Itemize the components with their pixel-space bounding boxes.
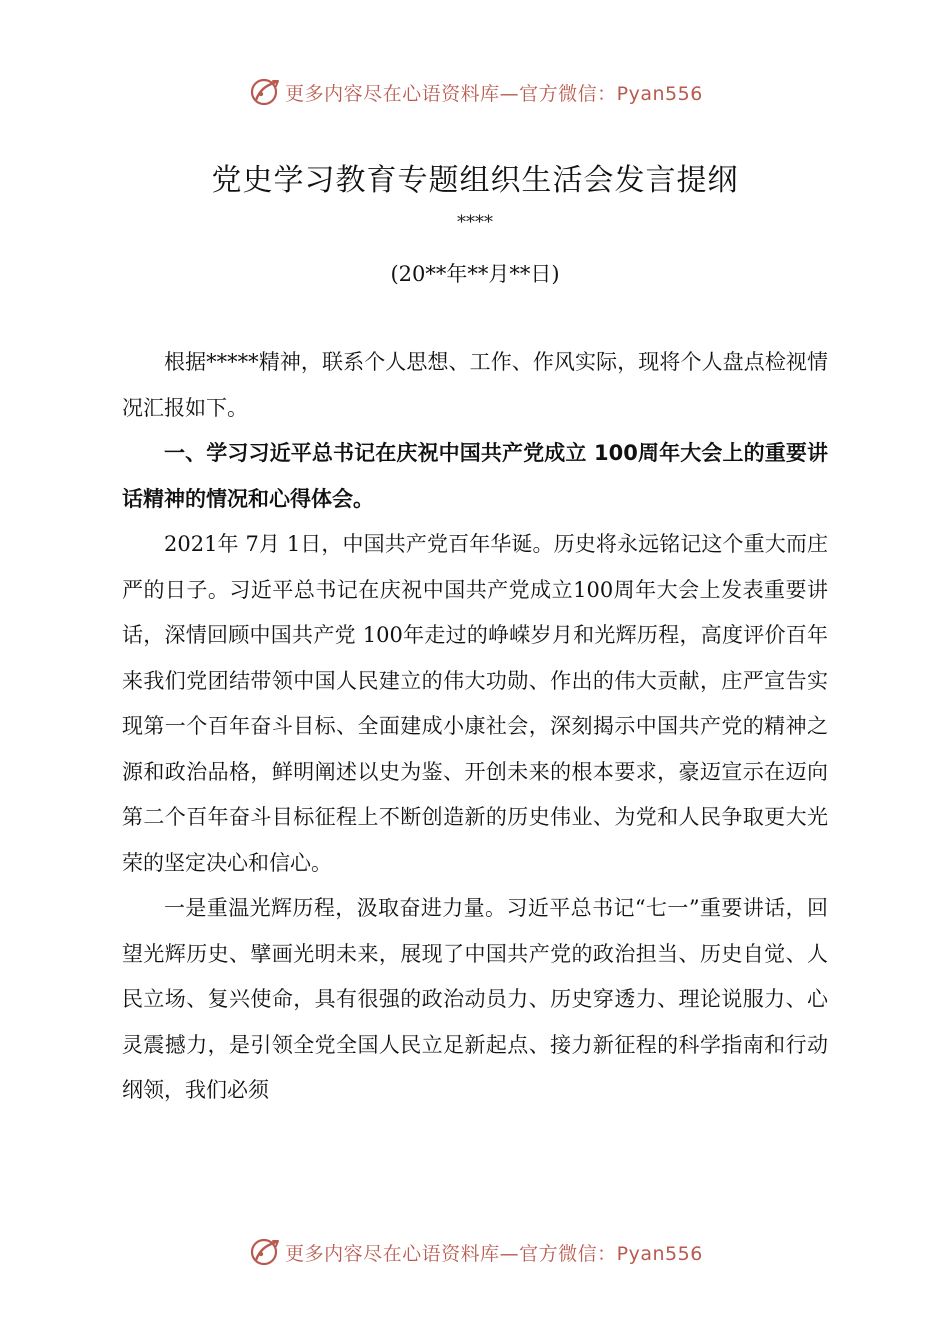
footer-watermark [0, 1232, 950, 1272]
footer-watermark-text: 更多内容尽在心语资料库—官方微信：Pyan556 [285, 1242, 703, 1265]
body-paragraph: 一是重温光辉历程，汲取奋进力量。习近平总书记“七一”重要讲话，回望光辉历史、擘画光明未来，展现了中国共产党的政治担当、历史自觉、人民立场、复兴使命，具有很强的政治动员力、历史穿透力、理论说服力、心灵震撼力，是引领全党全国人民立足新起点、接力新征程的科学指南和行动纲领，我们必须 [122, 896, 828, 1102]
body-paragraph: 2021年 7月 1日，中国共产党百年华诞。历史将永远铭记这个重大而庄严的日子。习近平总书记在庆祝中国共产党成立100周年大会上发表重要讲话，深情回顾中国共产党 100年走过的峥嵘岁月和光辉历程，高度评价百年来我们党团结带领中国人民建立的伟大功勋、作出的伟大贡献，庄严宣告实现第一个百年奋斗目标、全面建成小康社会，深刻揭示中国共产党的精神之源和政治品格，鲜明阐述以史为鉴、开创未来的根本要求，豪迈宣示在迈向第二个百年奋斗目标征程上不断创造新的历史伟业、为党和人民争取更大光荣的坚定决心和信心。 [122, 532, 828, 875]
document-body [122, 340, 828, 1114]
header-watermark [0, 72, 950, 112]
section-heading: 一、学习习近平总书记在庆祝中国共产党成立 100周年大会上的重要讲话精神的情况和心得体会。 [122, 441, 828, 511]
intro-paragraph: 根据*****精神，联系个人思想、工作、作风实际，现将个人盘点检视情况汇报如下。 [122, 350, 828, 420]
document-date: (20**年**月**日) [390, 262, 560, 286]
document-author: **** [457, 212, 493, 233]
header-watermark-text: 更多内容尽在心语资料库—官方微信：Pyan556 [285, 82, 703, 105]
brand-logo-icon [247, 1235, 281, 1269]
brand-logo-icon [247, 75, 281, 109]
document-title: 党史学习教育专题组织生活会发言提纲 [211, 163, 739, 198]
